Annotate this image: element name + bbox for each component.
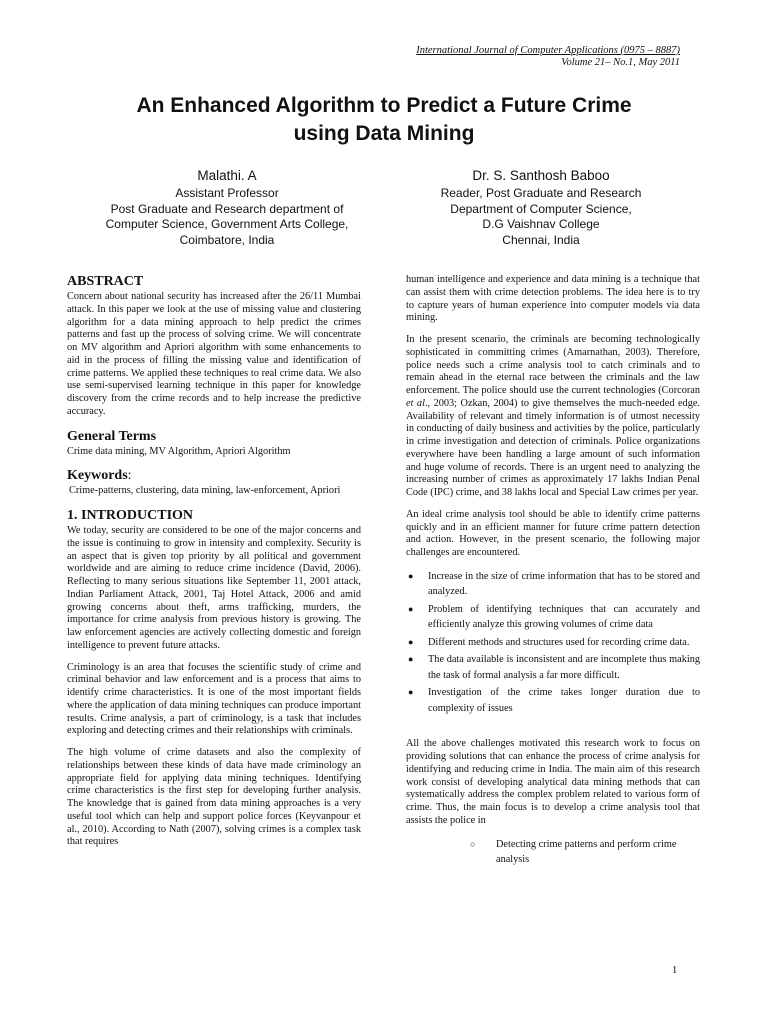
list-item-text: Different methods and structures used for recording crime data.: [428, 636, 690, 648]
challenges-list: [406, 569, 700, 717]
circle-bullet-icon: ○: [470, 838, 476, 849]
journal-line: International Journal of Computer Applications (0975 – 8887): [416, 45, 680, 56]
general-terms-text: Crime data mining, MV Algorithm, Apriori Algorithm: [67, 445, 291, 457]
affiliation-line: Department of Computer Science,: [450, 201, 632, 216]
list-item-text: Investigation of the crime takes longer duration due to complexity of issues: [428, 687, 700, 714]
affiliation-line: Post Graduate and Research department of: [110, 201, 344, 216]
list-item: [406, 685, 700, 716]
bullet-icon: ●: [408, 687, 414, 698]
list-item-text: The data available is inconsistent and are incomplete thus making the task of formal analysis a far more difficult.: [428, 654, 700, 681]
right-paragraph-4: All the above challenges motivated this research work to focus on providing solutions that can enhance the process of crime analysis for identifying and reducing crime in India. The main aim of this research work consist of developing analytical data mining methods that can systematically address the complex problem related to various form of crime. Thus, the main focus is to develop a crime analysis tool that assists the police in: [406, 738, 700, 826]
bullet-icon: ●: [408, 654, 414, 665]
left-column: [67, 273, 361, 858]
bullet-icon: ●: [408, 603, 414, 614]
page-number: 1: [672, 965, 678, 976]
author-name: Dr. S. Santhosh Baboo: [472, 168, 610, 183]
title-line-2: using Data Mining: [293, 122, 475, 145]
list-item: [406, 635, 700, 651]
affiliation-line: Coimbatore, India: [179, 232, 275, 247]
aims-list: [406, 837, 700, 868]
author-block-2: [381, 167, 701, 248]
paragraph-text: ., 2003; Ozkan, 2004) to give themselves the much-needed edge. Availability of relevant and timely information is of utmost necessity in conducting of daily business and activities by the police, particularly in crime investigation and detection of criminals. Police organizations everywhere have been handling a large amount of such information and huge volume of records. There is an urgent need to analyzing the increasing number of crimes as approximately 17 lakhs Indian Penal Code (IPC) crime, and 38 lakhs local and Special Law crimes per year.: [406, 397, 700, 498]
keywords-heading: Keywords:: [67, 468, 132, 484]
list-item: [406, 602, 700, 633]
bullet-icon: ●: [408, 570, 414, 581]
title-line-1: An Enhanced Algorithm to Predict a Future Crime: [136, 94, 632, 117]
author-name: Malathi. A: [197, 168, 257, 183]
abstract-text: Concern about national security has increased after the 26/11 Mumbai attack. In this paper we look at the use of missing value and clustering algorithm for a data mining approach to help predict the crimes patterns and fast up the process of solving crime. We will concentrate on MV algorithm and Apriori algorithm with some enhancements to aid in the process of filling the missing value and identification of crime patterns. We applied these techniques to real crime data. We also use semi-supervised learning technique in this paper for knowledge discovery from the crime records and to help increase the predictive accuracy.: [67, 291, 361, 417]
bullet-icon: ●: [408, 636, 414, 647]
author-block-1: [67, 167, 387, 248]
intro-paragraph-2: Criminology is an area that focuses the scientific study of crime and criminal behavior and law enforcement and is a process that aims to identify crime characteristics. It is one of the most important fields where the application of data mining techniques can produce important results. Crime analysis, a part of criminology, is a task that includes exploring and detecting crimes and their relationships with criminals.: [67, 661, 361, 737]
volume-line: Volume 21– No.1, May 2011: [561, 57, 680, 68]
keywords-heading-label: Keywords: [67, 468, 128, 484]
paper-title: [80, 92, 688, 148]
keywords-text: Crime-patterns, clustering, data mining, law-enforcement, Apriori: [69, 485, 341, 497]
right-paragraph-3: An ideal crime analysis tool should be able to identify crime patterns quickly and in an efficient manner for future crime pattern detection and action. However, in the present scenario, the following major challenges are encountered.: [406, 508, 700, 558]
right-column: [406, 274, 700, 868]
intro-paragraph-1: We today, security are considered to be one of the major concerns and the issue is continuing to grow in intensity and complexity. Security is an aspect that is given top priority by all political and government worldwide and are aiming to reduce crime incidence (David, 2006). Reflecting to many serious situations like September 11, 2001 attack, Indian Parliament Attack, 2001, Taj Hotel Attack, 2006 and amid growing concerns about theft, arms trafficking, murders, the importance for crime analysis from previous history is growing. The law enforcement agencies are actively collecting domestic and foreign intelligence to prevent future attacks.: [67, 525, 361, 651]
list-item-text: Problem of identifying techniques that can accurately and efficiently analyze this growing volumes of crime data: [428, 603, 700, 631]
affiliation-line: D.G Vaishnav College: [482, 217, 600, 231]
et-al: et al: [406, 397, 425, 409]
right-paragraph-2: [406, 334, 700, 500]
affiliation-line: Computer Science, Government Arts College,: [105, 217, 349, 231]
paragraph-text: In the present scenario, the criminals are becoming technologically sophisticated in committing crimes (Amarnathan, 2003). Therefore, police needs such a crime analysis tool to catch criminals and to remain ahead in the eternal race between the criminals and the law enforcement. The police should use the current technologies (Corcoran: [406, 334, 700, 396]
affiliation-line: Reader, Post Graduate and Research: [440, 186, 642, 200]
affiliation-line: Assistant Professor: [175, 186, 279, 200]
abstract-heading: ABSTRACT: [67, 274, 144, 289]
introduction-heading: 1. INTRODUCTION: [67, 508, 194, 523]
right-paragraph-1: human intelligence and experience and data mining is a technique that can assist them with crime detection problems. The idea here is to try to capture years of human experience into computer models via data mining.: [406, 274, 700, 324]
list-item-text: Detecting crime patterns and perform crime analysis: [496, 838, 677, 865]
list-item: [406, 652, 700, 683]
affiliation-line: Chennai, India: [502, 232, 580, 247]
intro-paragraph-3: The high volume of crime datasets and also the complexity of relationships between these kinds of data have made criminology an appropriate field for applying data mining techniques. Identifying crime characteristics is the first step for developing further analysis. The knowledge that is gained from data mining approaches is a very useful tool which can help and support police forces (Keyvanpour et al., 2010). According to Nath (2007), solving crimes is a complex task that requires: [67, 747, 361, 848]
list-item: [406, 837, 700, 868]
general-terms-heading: General Terms: [67, 428, 157, 444]
running-header: [416, 45, 680, 69]
list-item: [406, 569, 700, 600]
list-item-text: Increase in the size of crime information that has to be stored and analyzed.: [428, 570, 700, 598]
